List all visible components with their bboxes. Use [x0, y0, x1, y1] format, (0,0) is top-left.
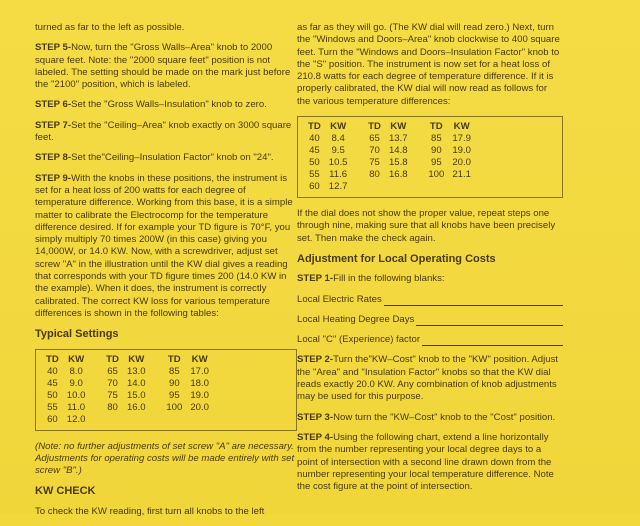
table-cell: 40	[309, 133, 320, 145]
table-row	[162, 366, 213, 378]
left-column	[35, 22, 297, 526]
table-row	[162, 378, 213, 390]
table-row	[42, 414, 89, 426]
table-cell: 85	[430, 133, 442, 145]
table-cell: 10.5	[328, 157, 348, 169]
table-row	[102, 402, 149, 414]
table-row	[102, 390, 149, 402]
step-1-text: Fill in the following blanks:	[333, 273, 445, 285]
table-row	[42, 402, 89, 414]
table-cell: 80	[369, 169, 380, 181]
table-cell: 45	[47, 377, 58, 389]
table-cell: 95	[168, 389, 180, 401]
table-cell: 12.0	[66, 413, 86, 425]
table-header: TD	[167, 353, 181, 365]
table-cell: 40	[47, 365, 58, 377]
table-row	[102, 378, 149, 390]
table-cell: 60	[309, 181, 320, 193]
table-cell: 13.7	[388, 133, 408, 145]
step-2-text: Turn the"KW–Cost" knob to the "KW" position. Adjust the "Area" and "Insulation Factor" knobs so that the KW dial reads exactly 20.0 KW. Any combination of knob adjustments may be used for this purpose.	[297, 354, 559, 403]
table-row	[364, 133, 411, 145]
step-4-label: STEP 4-	[297, 431, 334, 443]
table-cell: 45	[309, 145, 320, 157]
step-1	[297, 273, 563, 285]
table-header: TD	[368, 121, 381, 133]
table-cell: 15.8	[388, 157, 408, 169]
typical-settings-box	[35, 349, 297, 431]
table-header: KW	[330, 121, 347, 133]
step-7-text: Set the "Ceiling–Area" knob exactly on 3000 square feet.	[35, 119, 292, 144]
table-cell: 8.4	[331, 133, 345, 145]
table-cell: 9.0	[69, 377, 83, 389]
local-costs-heading: Adjustment for Local Operating Costs	[297, 252, 496, 265]
blank-label: Local Heating Degree Days	[297, 313, 415, 325]
table-row	[42, 378, 89, 390]
table-cell: 11.6	[329, 169, 348, 181]
table-row	[304, 145, 351, 157]
table-header: KW	[191, 353, 208, 365]
step-9-label: STEP 9-	[35, 172, 72, 184]
table-cell: 21.1	[452, 169, 472, 181]
table-cell: 16.0	[126, 401, 146, 413]
step-9-text: With the knobs in these positions, the instrument is set for a heat loss of 200 watts for each degree of temperature difference. Working from this base, it is a simple matter to calibrate the Electrocomp for the temperature difference desired. If for example your TD figure is 70°F, you simply multiply 70 times 200W (in this case) giving you 14,000W, or 14.0 KW. Now, with a screwdriver, adjust set screw "A" in the illustration until the KW dial gives a reading that corresponds with your TD figure times 200 (14.0 KW in the example). When it does, the instrument is correctly calibrated. The correct KW loss for various temperature differences is shown in the following tables:	[35, 172, 293, 319]
table-cell: 10.0	[66, 389, 86, 401]
table-row	[304, 169, 351, 181]
step-1-label: STEP 1-	[297, 273, 334, 285]
fill-in-line[interactable]	[422, 336, 563, 346]
check-table-1	[304, 121, 351, 193]
step-5	[35, 42, 297, 91]
typical-settings-heading: Typical Settings	[35, 328, 119, 341]
table-row	[42, 366, 89, 378]
table-cell: 75	[107, 389, 118, 401]
table-cell: 55	[47, 401, 58, 413]
table-cell: 20.0	[190, 401, 210, 413]
table-cell: 13.0	[126, 365, 146, 377]
repeat-steps-text: If the dial does not show the proper value, repeat steps one through nine, making sure that all knobs have been precisely set. Then make the check again.	[297, 208, 556, 244]
experience-factor-blank	[297, 334, 563, 346]
right-column	[297, 22, 563, 501]
table-row	[364, 145, 411, 157]
table-row	[162, 390, 213, 402]
step-6-label: STEP 6-	[35, 99, 72, 111]
table-cell: 19.0	[190, 389, 210, 401]
step-7	[35, 120, 297, 145]
table-row	[42, 390, 89, 402]
table-cell: 16.8	[388, 169, 408, 181]
paragraph-continued: turned as far to the left as possible.	[35, 22, 185, 33]
typical-table-2	[102, 354, 149, 414]
table-header: TD	[46, 353, 59, 365]
table-header: KW	[390, 121, 407, 133]
kw-check-text: To check the KW reading, first turn all knobs to the left	[35, 505, 265, 517]
step-6-text: Set the "Gross Walls–Insulation" knob to zero.	[71, 99, 267, 111]
table-row	[424, 169, 475, 181]
step-5-label: STEP 5-	[35, 42, 72, 54]
table-cell: 80	[107, 401, 118, 413]
table-cell: 11.0	[67, 401, 86, 413]
step-6	[35, 99, 297, 111]
table-cell: 65	[107, 365, 118, 377]
typical-table-3	[162, 354, 213, 414]
table-cell: 20.0	[452, 157, 472, 169]
step-7-label: STEP 7-	[35, 119, 72, 131]
step-9	[35, 173, 297, 321]
table-cell: 75	[369, 157, 380, 169]
table-cell: 17.9	[452, 133, 472, 145]
table-cell: 50	[47, 389, 58, 401]
table-cell: 60	[47, 413, 58, 425]
table-cell: 55	[309, 169, 320, 181]
step-2-label: STEP 2-	[297, 354, 334, 366]
table-cell: 18.0	[190, 377, 210, 389]
table-cell: 50	[309, 157, 320, 169]
table-cell: 90	[168, 377, 180, 389]
table-row	[364, 169, 411, 181]
table-header: TD	[429, 121, 443, 133]
table-row	[424, 145, 475, 157]
table-row	[304, 157, 351, 169]
table-row	[364, 157, 411, 169]
step-4-text: Using the following chart, extend a line horizontally from the number representing your local degree days to a point of intersection with a second line drawn down from the number representing your local temperature difference. Note the cost figure at the point of intersection.	[297, 431, 554, 493]
step-2	[297, 354, 563, 403]
table-row	[424, 133, 475, 145]
paragraph-continued-right: as far as they will go. (The KW dial will read zero.) Next, turn the "Windows and Doors–Area" knob clockwise to 400 square feet. Turn the "Windows and Doors–Insulation Factor" knob to the "S" position. The instrument is now set for a heat loss of 210.8 watts for each degree of temperature difference. If it is properly calibrated, the KW dial will now read as follows for the various temperature differences:	[297, 22, 560, 107]
table-row	[424, 157, 475, 169]
step-8-text: Set the"Ceiling–Insulation Factor" knob on "24".	[71, 152, 274, 164]
table-cell: 65	[369, 133, 380, 145]
table-header: KW	[128, 353, 145, 365]
table-header: TD	[106, 353, 119, 365]
table-header: KW	[68, 353, 85, 365]
table-cell: 85	[168, 365, 180, 377]
calibration-note: (Note: no further adjustments of set screw "A" are necessary. Adjustments for operating costs will be made entirely with set screw "B".)	[35, 440, 295, 477]
table-cell: 12.7	[328, 181, 348, 193]
step-3	[297, 412, 563, 424]
table-cell: 100	[166, 401, 183, 413]
kw-check-box	[297, 116, 563, 198]
step-8	[35, 152, 297, 164]
kw-check-heading: KW CHECK	[35, 485, 96, 498]
step-5-text: Now, turn the "Gross Walls–Area" knob to 2000 square feet. Note: the "2000 square feet" position is not labeled. The setting should be made on the mark just before the "2100" position, which is labeled.	[35, 42, 291, 91]
table-row	[304, 181, 351, 193]
table-row	[304, 133, 351, 145]
table-header: TD	[308, 121, 321, 133]
table-cell: 14.8	[388, 145, 408, 157]
table-row	[102, 366, 149, 378]
table-cell: 9.5	[331, 145, 345, 157]
degree-days-blank	[297, 314, 563, 326]
blank-label: Local "C" (Experience) factor	[297, 334, 421, 346]
table-cell: 70	[107, 377, 118, 389]
typical-table-1	[42, 354, 89, 426]
table-cell: 100	[428, 169, 445, 181]
table-cell: 17.0	[190, 365, 210, 377]
table-cell: 90	[430, 145, 442, 157]
step-3-text: Now turn the "KW–Cost" knob to the "Cost" position.	[333, 411, 556, 423]
check-table-3	[424, 121, 475, 181]
step-3-label: STEP 3-	[297, 411, 334, 423]
fill-in-line[interactable]	[416, 316, 563, 326]
step-4	[297, 432, 563, 493]
check-table-2	[364, 121, 411, 181]
table-cell: 8.0	[69, 365, 83, 377]
table-cell: 70	[369, 145, 380, 157]
fill-in-line[interactable]	[384, 296, 563, 306]
electric-rates-blank	[297, 294, 563, 306]
table-cell: 95	[430, 157, 442, 169]
table-header: KW	[453, 121, 470, 133]
table-cell: 19.0	[452, 145, 472, 157]
table-cell: 15.0	[126, 389, 146, 401]
step-8-label: STEP 8-	[35, 152, 72, 164]
table-row	[162, 402, 213, 414]
table-cell: 14.0	[126, 377, 146, 389]
blank-label: Local Electric Rates	[297, 293, 382, 305]
